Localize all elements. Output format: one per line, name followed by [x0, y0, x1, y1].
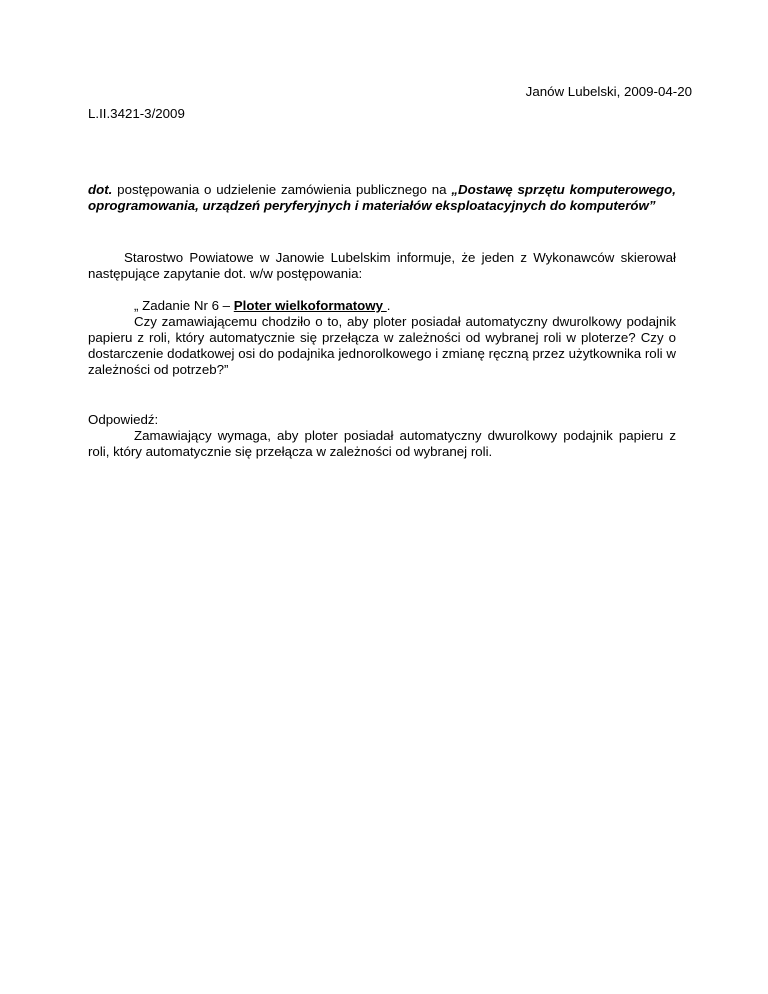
task-line: [88, 298, 676, 314]
answer-text: Zamawiający wymaga, aby ploter posiadał automatyczny dwurolkowy podajnik papieru z roli, który automatycznie się przełącza w zależności od wybranej roli.: [88, 428, 676, 459]
task-prefix: „ Zadanie Nr 6 –: [134, 298, 234, 313]
reference-number: L.II.3421-3/2009: [88, 106, 185, 121]
question-block: [88, 298, 676, 378]
subject-paragraph: [88, 182, 676, 214]
subject-title: „Dostawę sprzętu komputerowego, oprogramowania, urządzeń peryferyjnych i materiałów eksploatacyjnych do komputerów”: [88, 182, 676, 213]
subject-prefix: dot.: [88, 182, 113, 197]
task-name: Ploter wielkoformatowy: [233, 298, 387, 313]
task-suffix: .: [386, 298, 391, 313]
question-text: Czy zamawiającemu chodziło o to, aby ploter posiadał automatyczny dwurolkowy podajnik papieru z roli, który automatycznie się przełącza w zależności od wybranej roli w ploterze? Czy o dostarczenie dodatkowej osi do podajnika jednorolkowego i zmianę ręczną przez użytkownika roli w zależności od potrzeb?”: [88, 314, 676, 377]
intro-paragraph: Starostwo Powiatowe w Janowie Lubelskim informuje, że jeden z Wykonawców skierował następujące zapytanie dot. w/w postępowania:: [88, 250, 676, 281]
answer-block: [88, 412, 676, 460]
answer-label: Odpowiedź:: [88, 412, 159, 427]
place-date: Janów Lubelski, 2009-04-20: [525, 84, 692, 99]
subject-text: postępowania o udzielenie zamówienia publicznego na: [112, 182, 452, 197]
